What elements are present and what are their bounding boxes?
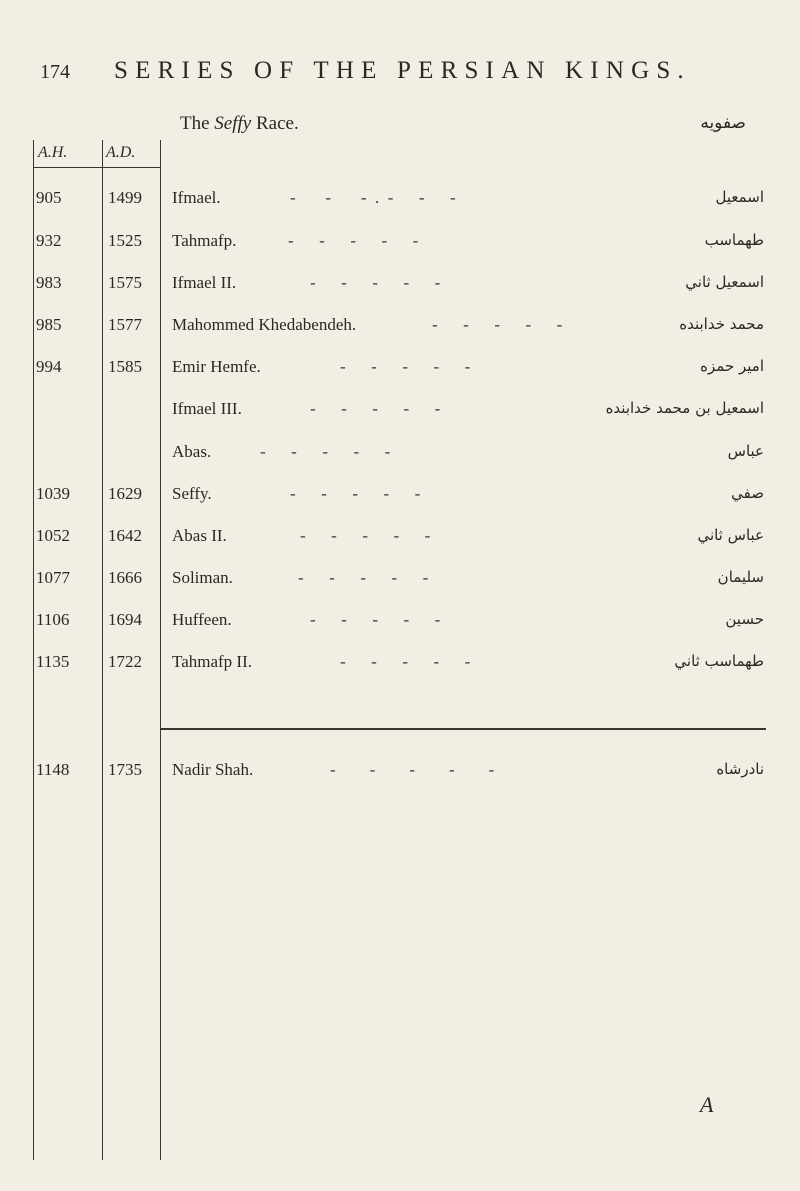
row-ah: 932 [36, 231, 62, 250]
row-name: Ifmael III. [172, 399, 242, 418]
row-ad: 1666 [108, 568, 142, 587]
leader-dashes: - - - - - [260, 442, 391, 461]
table-row [0, 610, 800, 640]
table-row [0, 568, 800, 598]
leader-dashes: - - - - - [330, 760, 495, 779]
row-ad: 1722 [108, 652, 142, 671]
row-ah: 983 [36, 273, 62, 292]
leader-dashes: - - - - - [290, 484, 421, 503]
persian-heading: صفويه [700, 113, 746, 133]
row-ad: 1577 [108, 315, 142, 334]
row-name: Tahmafp II. [172, 652, 252, 671]
page-number: 174 [40, 61, 70, 83]
table-row [0, 652, 800, 682]
row-persian: عباس ثاني [697, 526, 764, 544]
row-ah: 985 [36, 315, 62, 334]
row-persian: حسين [725, 610, 764, 628]
rule-header-ad [102, 167, 160, 168]
row-ad: 1694 [108, 610, 142, 629]
table-row [0, 484, 800, 514]
row-ah: 1106 [36, 610, 70, 629]
table-row [0, 231, 800, 261]
rule-header [33, 167, 102, 168]
row-name: Emir Hemfe. [172, 357, 261, 376]
leader-dashes: - - - . - - - [290, 188, 456, 207]
row-persian: طهماسب ثاني [674, 652, 764, 670]
row-ah: 1077 [36, 568, 70, 587]
table-row [0, 315, 800, 345]
row-name: Ifmael II. [172, 273, 237, 292]
row-name: Abas II. [172, 526, 227, 545]
row-persian: اسمعيل [715, 188, 764, 206]
row-name: Abas. [172, 442, 212, 461]
table-row [0, 399, 800, 429]
running-head [40, 57, 780, 93]
row-ah: 1039 [36, 484, 70, 503]
row-ah: 905 [36, 188, 62, 207]
table-row [0, 188, 800, 218]
row-ad: 1585 [108, 357, 142, 376]
row-persian: امير حمزه [700, 357, 764, 375]
row-persian: سليمان [717, 568, 764, 586]
leader-dashes: - - - - - [310, 273, 441, 292]
row-name: Mahommed Khedabendeh. [172, 315, 357, 334]
race-title-prefix: The [180, 113, 215, 134]
row-ad: 1525 [108, 231, 142, 250]
table-row [0, 760, 800, 790]
row-persian: محمد خدابنده [679, 315, 764, 333]
running-title: SERIES OF THE PERSIAN KINGS. [114, 57, 691, 84]
table-row [0, 442, 800, 472]
leader-dashes: - - - - - [298, 568, 429, 587]
row-name: Seffy. [172, 484, 212, 503]
row-persian: طهماسب [704, 231, 764, 249]
race-title-italic: Seffy [214, 113, 252, 134]
row-persian: اسمعيل ثاني [685, 273, 764, 291]
row-persian: اسمعيل بن محمد خدابنده [605, 399, 764, 417]
leader-dashes: - - - - - [432, 315, 563, 334]
row-ah: 1135 [36, 652, 70, 671]
leader-dashes: - - - - - [300, 526, 431, 545]
row-persian: عباس [727, 442, 764, 460]
column-header-ad: A.D. [106, 144, 136, 161]
column-header-ah: A.H. [38, 144, 68, 161]
signature-mark: A [700, 1092, 714, 1117]
row-persian: نادرشاه [716, 760, 764, 778]
leader-dashes: - - - - - [340, 652, 471, 671]
race-title-suffix: Race. [251, 113, 299, 134]
row-name: Nadir Shah. [172, 760, 254, 779]
row-name: Soliman. [172, 568, 233, 587]
race-title [180, 113, 299, 135]
leader-dashes: - - - - - [288, 231, 419, 250]
row-ad: 1575 [108, 273, 142, 292]
rule-section [160, 728, 766, 730]
leader-dashes: - - - - - [340, 357, 471, 376]
row-ad: 1499 [108, 188, 142, 207]
leader-dashes: - - - - - [310, 610, 441, 629]
table-row [0, 273, 800, 303]
leader-dashes: - - - - - [310, 399, 441, 418]
row-name: Tahmafp. [172, 231, 237, 250]
table-row [0, 357, 800, 387]
row-name: Huffeen. [172, 610, 232, 629]
row-name: Ifmael. [172, 188, 221, 207]
row-ad: 1735 [108, 760, 142, 779]
row-ah: 1148 [36, 760, 70, 779]
row-ah: 1052 [36, 526, 70, 545]
row-ah: 994 [36, 357, 62, 376]
row-ad: 1629 [108, 484, 142, 503]
row-ad: 1642 [108, 526, 142, 545]
table-row [0, 526, 800, 556]
row-persian: صفي [731, 484, 764, 502]
